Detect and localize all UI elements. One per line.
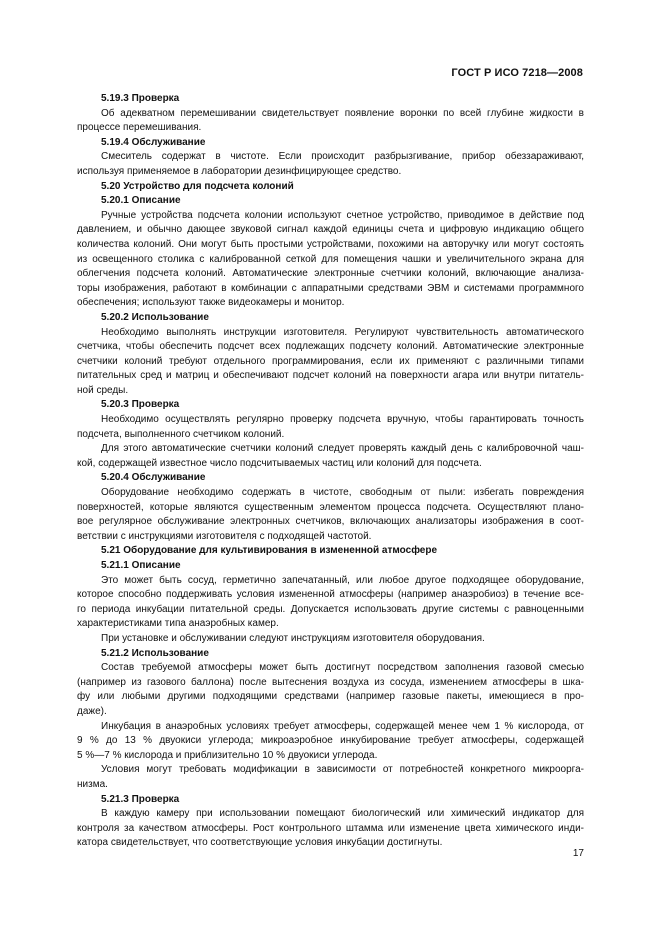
text-line: ной среды. [77, 384, 129, 396]
section-heading: 5.20.4 Обслуживание [101, 472, 206, 484]
text-line: контроля за качеством атмосферы. Рост контрольного штамма или изменение цвета химического инди- [77, 822, 584, 834]
text-line: Условия могут требовать модификации в зависимости от потребностей конкретного микроорга- [101, 764, 584, 776]
text-line: Необходимо осуществлять регулярно проверку подсчета вручную, чтобы гарантировать точность [101, 414, 584, 426]
text-line: даже). [77, 705, 107, 717]
text-line: давлением, и обычно дающее звуковой сигнал каждой единицы счета и цифровую индикацию общего [77, 224, 584, 236]
text-line: Инкубация в анаэробных условиях требует атмосферы, содержащей менее чем 1 % кислорода, от [101, 720, 584, 732]
text-line: Это может быть сосуд, герметично запечатанный, или любое другое подходящее оборудование, [101, 574, 584, 586]
paragraph [77, 574, 584, 632]
text-line: используя применяемое в лаборатории дезинфицирующее средство. [77, 165, 402, 177]
text-line: питательных сред и матриц и обеспечивают подсчет колоний на поверхности агара или внутри питатель- [77, 370, 584, 382]
text-line: Ручные устройства подсчета колонии используют счетное устройство, приводимое в действие под [101, 209, 584, 221]
section-heading: 5.21.2 Использование [101, 647, 209, 659]
text-line: подсчета, выполненного счетчиком колоний. [77, 428, 285, 440]
section-heading: 5.21.1 Описание [101, 560, 181, 571]
paragraph [77, 209, 584, 311]
document-body [77, 92, 584, 851]
paragraph [77, 150, 584, 179]
paragraph [77, 107, 584, 136]
paragraph [77, 413, 584, 442]
text-line: (например из газового баллона) после вытеснения воздуха из сосуда, изменением атмосферы в шка- [77, 676, 584, 688]
text-line: Оборудование необходимо содержать в чистоте, свободным от пыли: избегать повреждения [101, 487, 584, 499]
text-line: характеристиками типа анаэробных камер. [77, 618, 279, 630]
paragraph [77, 632, 584, 647]
text-line: процессе перемешивания. [77, 122, 202, 134]
paragraph [77, 486, 584, 544]
text-line: торы изображения, работают в комбинации с аппаратными средствами ЭВМ и системами программного [77, 282, 584, 294]
text-line: счетчика, чтобы обеспечить подсчет всех подлежащих подсчету колоний. Автоматические электронные [77, 341, 584, 353]
text-line: 5 %—7 % кислорода и приблизительно 10 % двуокиси углерода. [77, 749, 378, 761]
section-heading: 5.20.1 Описание [101, 195, 181, 207]
paragraph [77, 720, 584, 764]
paragraph [77, 661, 584, 719]
paragraph [77, 326, 584, 399]
text-line: ветствии с инструкциями изготовителя с подходящей частотой. [77, 530, 372, 542]
section-heading: 5.19.3 Проверка [101, 93, 180, 104]
section-heading: 5.20 Устройство для подсчета колоний [101, 180, 294, 192]
text-line: Для этого автоматические счетчики колоний следует проверять каждый день с калибровочной чаш- [101, 443, 584, 455]
text-line: вое регулярное обслуживание электронных счетчиков, включающих анализаторы изображения в соот- [77, 516, 584, 528]
text-line: поверхностей, которые являются существенным элементом процесса подсчета. Осуществляют плано- [77, 501, 584, 513]
section-heading: 5.21 Оборудование для культивирования в измененной атмосфере [101, 545, 438, 557]
text-line: Необходимо выполнять инструкции изготовителя. Регулируют чувствительность автоматического [101, 326, 584, 338]
paragraph [77, 807, 584, 851]
paragraph [77, 442, 584, 471]
paragraph [77, 763, 584, 792]
text-line: фу или любыми другими подходящими средствами (например газовые пакеты, имеющиеся в про- [77, 691, 584, 703]
text-line: При установке и обслуживании следуют инструкциям изготовителя оборудования. [101, 632, 485, 644]
text-line: облегчения подсчета колоний. Автоматические электронные счетчики колоний, включающие анализа- [77, 268, 584, 280]
section-heading: 5.21.3 Проверка [101, 793, 180, 805]
section-heading: 5.20.3 Проверка [101, 399, 180, 411]
text-line: В каждую камеру при использовании помещают биологический или химический индикатор для [101, 808, 584, 820]
section-heading: 5.19.4 Обслуживание [101, 136, 206, 148]
text-line: Смеситель содержат в чистоте. Если происходит разбрызгивание, прибор обеззараживают, [101, 151, 584, 163]
page-number: 17 [572, 848, 584, 859]
text-line: Состав требуемой атмосферы может быть достигнут посредством заполнения газовой смесью [101, 662, 584, 674]
text-line: низма. [77, 778, 108, 790]
text-line: кой, содержащей известное число подсчитываемых частиц или колоний для подсчета. [77, 457, 482, 469]
standard-designation: ГОСТ Р ИСО 7218—2008 [451, 67, 583, 79]
text-line: обеспечения; используют также видеокамеры и монитор. [77, 297, 345, 309]
text-line: катора свидетельствует, что соответствующие условия инкубации достигнуты. [77, 837, 443, 849]
text-line: из освещенного столика с калиброванной сеткой для помещения чашки и увеличительного экрана для [77, 253, 584, 265]
text-line: го периода инкубации питательной среды. Допускается использовать другие системы с равноценными [77, 603, 584, 615]
section-heading: 5.20.2 Использование [101, 311, 209, 323]
text-line: Об адекватном перемешивании свидетельствует появление воронки по всей глубине жидкости в [101, 107, 584, 119]
text-line: количества колоний. Они могут быть простыми устройствами, похожими на авторучку или могут состоять [77, 238, 584, 250]
text-line: 9 % до 13 % двуокиси углерода; микроаэробное инкубирование требует атмосферы, содержащей [77, 735, 584, 747]
text-line: счетчики колоний требуют отдельного программирования, если их применяют с различными типами [77, 355, 584, 367]
text-line: которое способно поддерживать условия измененной атмосферы (например анаэробиоз) в течение все- [77, 589, 584, 601]
